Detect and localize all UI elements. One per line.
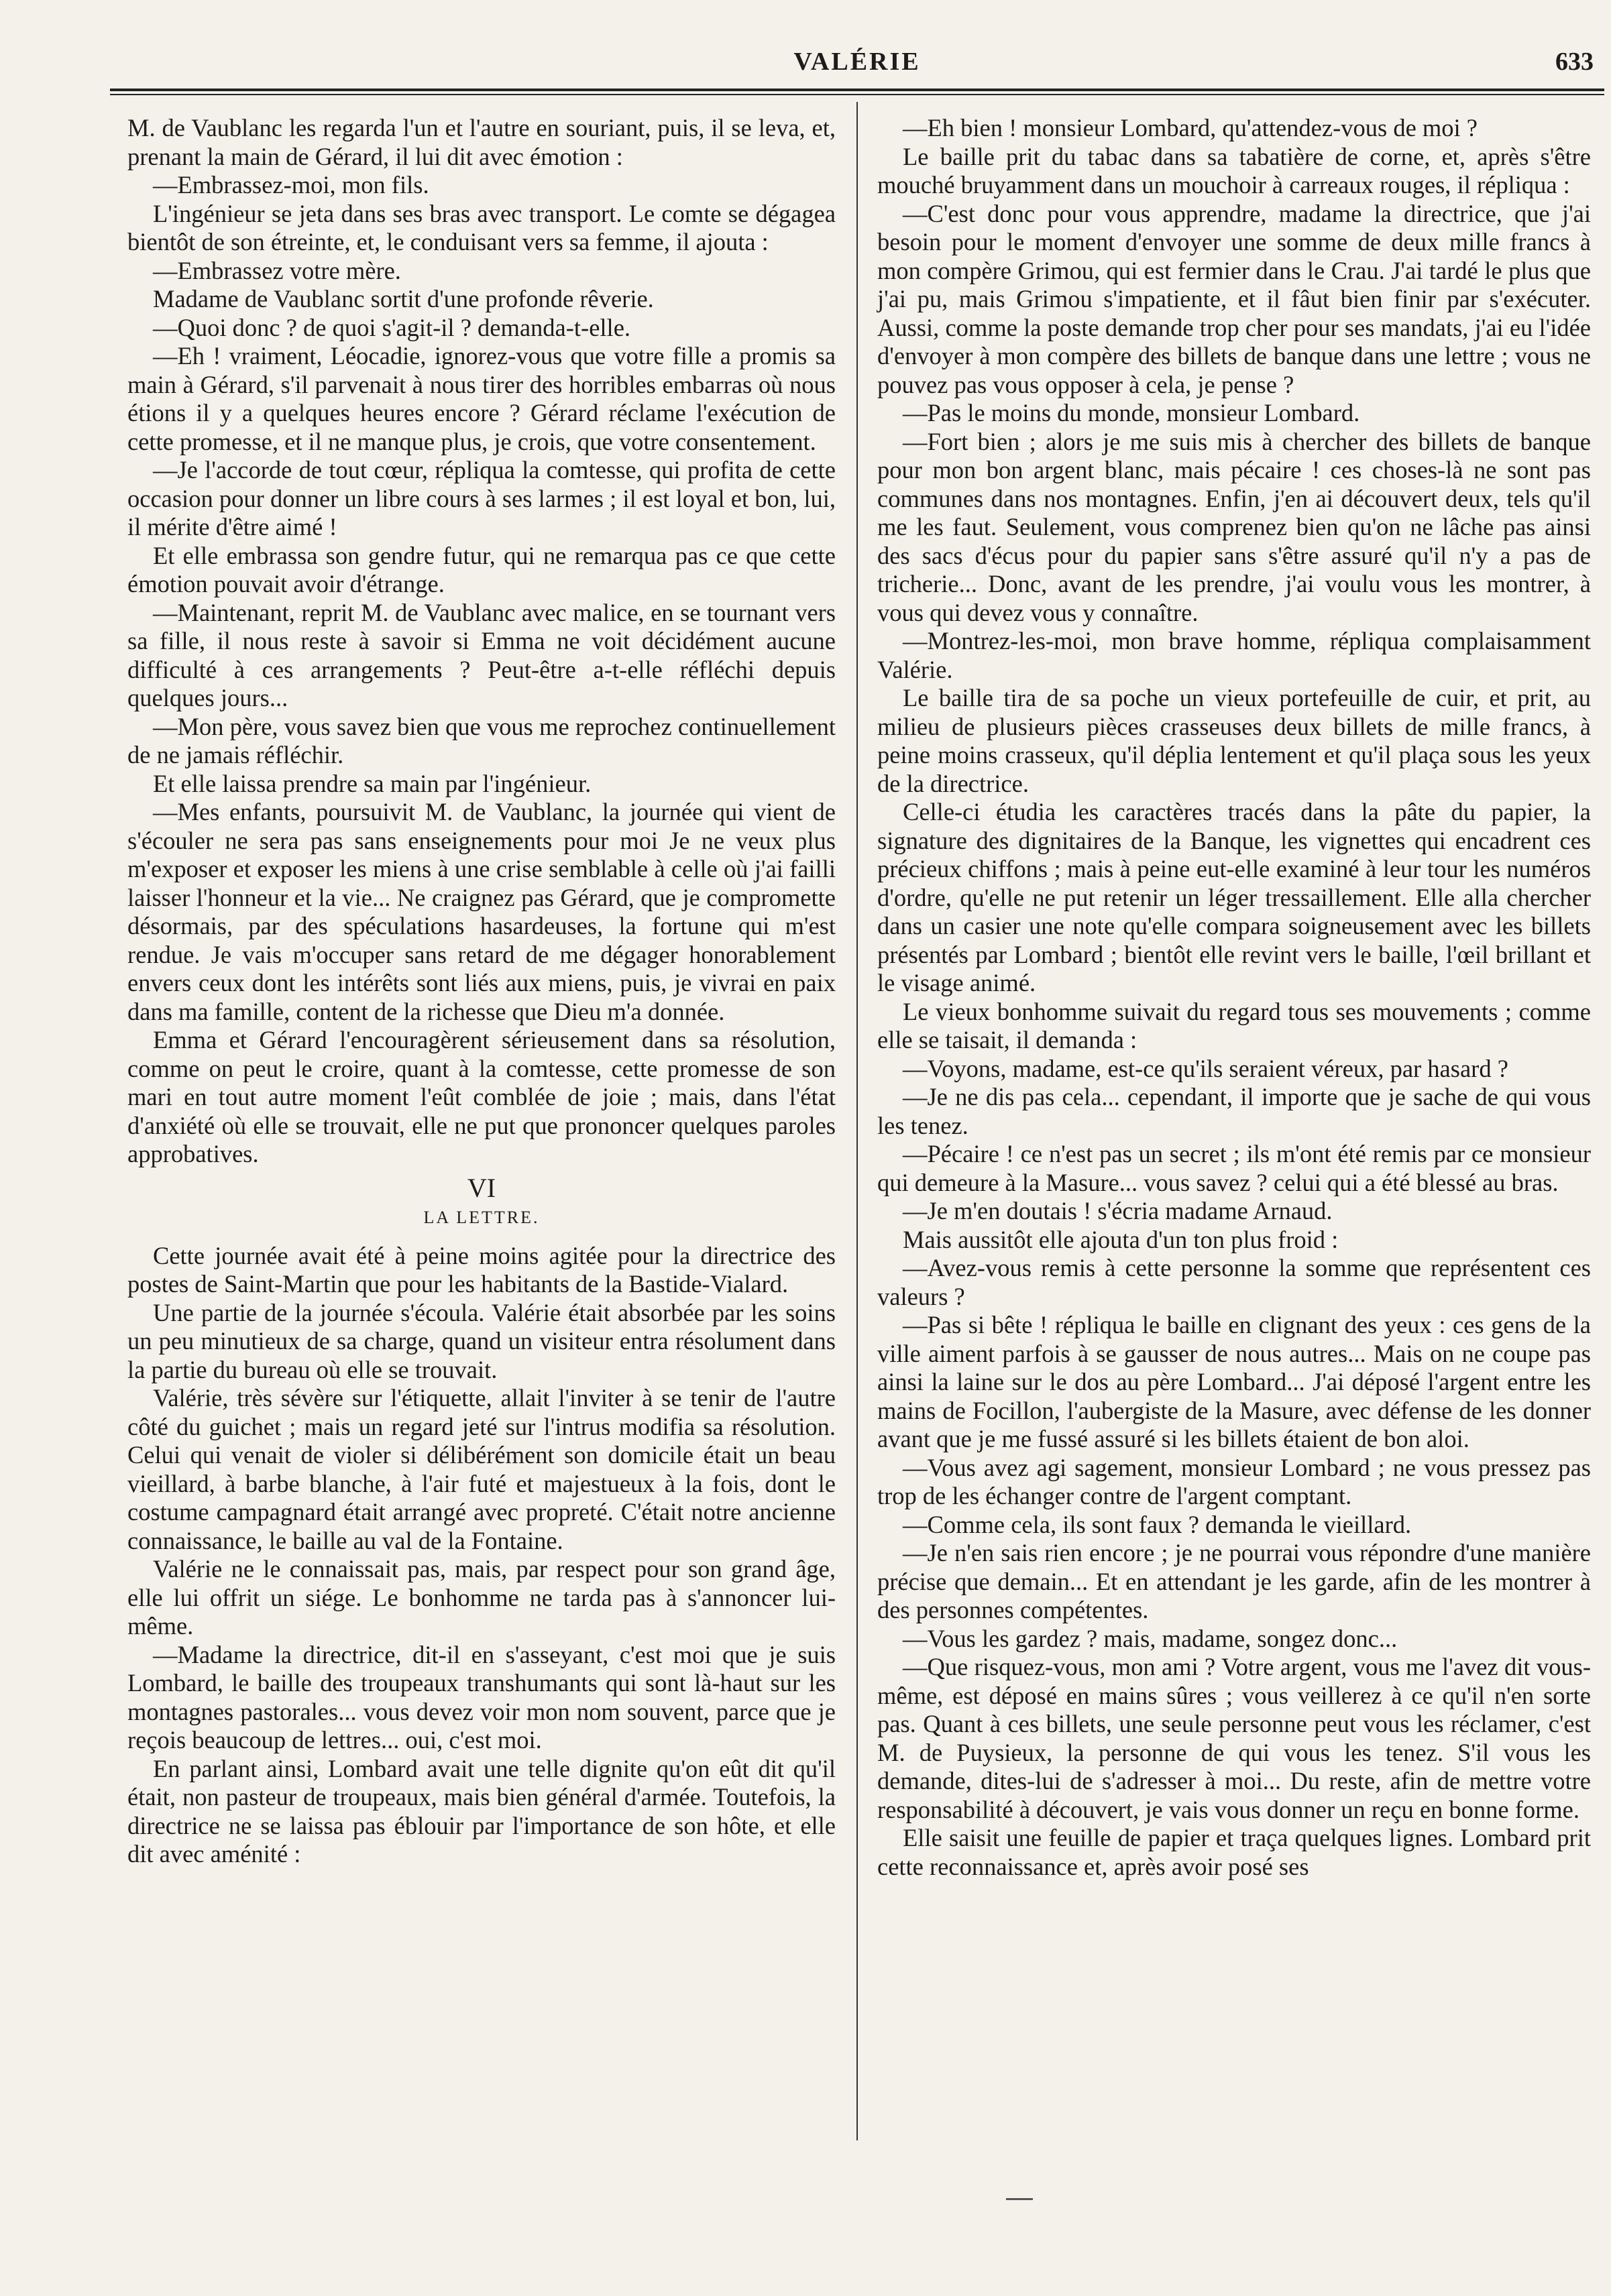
paragraph: Et elle laissa prendre sa main par l'ingénieur.: [153, 769, 592, 797]
paragraph: —Je ne dis pas cela... cependant, il importe que je sache de qui vous les tenez.: [877, 1083, 1591, 1139]
paragraph: —Fort bien ; alors je me suis mis à chercher des billets de banque pour mon bon argent blanc, mais pécaire ! ces choses-là ne sont pas communes dans nos montagnes. Enfin, j'en ai découvert deux, tels qu'il me les faut. Seulement, vous comprenez bien qu'on ne lâche pas ainsi des sacs d'écus pour du papier sans s'être assuré qu'il n'y a pas de tricherie... Donc, avant de les prendre, j'ai voulu vous les montrer, à vous qui devez vous y connaître.: [877, 427, 1591, 626]
paragraph: Le baille tira de sa poche un vieux portefeuille de cuir, et prit, au milieu de plusieurs pièces crasseuses deux billets de mille francs, à peine moins crasseux, qu'il déplia lentement et qu'il plaça sous les yeux de la directrice.: [877, 684, 1591, 797]
paragraph: —Vous avez agi sagement, monsieur Lombard ; ne vous pressez pas trop de les échanger contre de l'argent comptant.: [877, 1453, 1591, 1509]
paragraph: Cette journée avait été à peine moins agitée pour la directrice des postes de Saint-Martin que pour les habitants de la Bastide-Vialard.: [127, 1241, 836, 1298]
paragraph: Elle saisit une feuille de papier et traça quelques lignes. Lombard prit cette reconnaissance et, après avoir posé ses: [877, 1824, 1591, 1880]
paragraph: —Voyons, madame, est-ce qu'ils seraient véreux, par hasard ?: [903, 1054, 1508, 1082]
paragraph: —Mes enfants, poursuivit M. de Vaublanc, la journée qui vient de s'écouler ne sera pas sans enseignements pour moi Je ne veux plus m'exposer et exposer les miens à une crise semblable à celle où j'ai failli laisser l'honneur et la vie... Ne craignez pas Gérard, que je compromette désormais, par des spéculations hasardeuses, la fortune qui m'est rendue. Je vais m'occuper sans retard de me dégager honorablement envers ceux dont les intérêts sont liés aux miens, puis, je vivrai en paix dans ma famille, content de la richesse que Dieu m'a donnée.: [127, 798, 836, 1025]
paragraph: —Avez-vous remis à cette personne la somme que représentent ces valeurs ?: [877, 1254, 1591, 1310]
running-title: VALÉRIE: [793, 48, 921, 76]
section-title: LA LETTRE.: [423, 1208, 540, 1227]
page-number: 633: [1555, 48, 1594, 76]
paragraph: —Je l'accorde de tout cœur, répliqua la comtesse, qui profita de cette occasion pour donner un libre cours à ses larmes ; il est loyal et bon, lui, il mérite d'être aimé !: [127, 456, 836, 540]
paragraph: —Maintenant, reprit M. de Vaublanc avec malice, en se tournant vers sa fille, il nous reste à savoir si Emma ne voit décidément aucune difficulté à ces arrangements ? Peut-être a-t-elle réfléchi depuis quelques jours...: [127, 598, 836, 711]
paragraph: —Pas si bête ! répliqua le baille en clignant des yeux : ces gens de la ville aiment parfois à se gausser de nous autres... Mais on ne coupe pas ainsi la laine sur le dos au père Lombard... J'ai déposé l'argent entre les mains de Focillon, l'aubergiste de la Masure, avec défense de les donner avant que je me fussé assuré si les billets étaient de bon aloi.: [877, 1311, 1591, 1452]
paragraph: En parlant ainsi, Lombard avait une telle dignite qu'on eût dit qu'il était, non pasteur de troupeaux, mais bien général d'armée. Toutefois, la directrice ne se laissa pas éblouir par l'importance de son hôte, et elle dit avec aménité :: [127, 1754, 836, 1868]
right-column: [877, 114, 1591, 1881]
paragraph: —Mon père, vous savez bien que vous me reprochez continuellement de ne jamais réfléchir.: [127, 712, 836, 768]
paragraph: L'ingénieur se jeta dans ses bras avec transport. Le comte se dégagea bientôt de son étreinte, et, le conduisant vers sa femme, il ajouta :: [127, 199, 836, 255]
paragraph: —Pécaire ! ce n'est pas un secret ; ils m'ont été remis par ce monsieur qui demeure à la Masure... vous savez ? celui qui a été blessé au bras.: [877, 1140, 1591, 1196]
paragraph: Le vieux bonhomme suivait du regard tous ses mouvements ; comme elle se taisait, il demanda :: [877, 997, 1591, 1053]
paragraph: —Je n'en sais rien encore ; je ne pourrai vous répondre d'une manière précise que demain... Et en attendant je les garde, afin de les montrer à des personnes compétentes.: [877, 1539, 1591, 1623]
paragraph: —Eh ! vraiment, Léocadie, ignorez-vous que votre fille a promis sa main à Gérard, s'il parvenait à nous tirer des horribles embarras où nous étions il y a quelques heures encore ? Gérard réclame l'exécution de cette promesse, et il ne manque plus, je crois, que votre consentement.: [127, 342, 836, 455]
paragraph: Madame de Vaublanc sortit d'une profonde rêverie.: [153, 285, 654, 312]
header-rule-thin: [110, 94, 1604, 95]
paragraph: —Vous les gardez ? mais, madame, songez donc...: [903, 1624, 1398, 1652]
paragraph: Le baille prit du tabac dans sa tabatière de corne, et, après s'être mouché bruyamment dans un mouchoir à carreaux rouges, il répliqua :: [877, 142, 1591, 198]
left-column: [127, 114, 836, 1869]
page-header: [110, 35, 1604, 89]
paragraph: —Embrassez-moi, mon fils.: [153, 171, 429, 198]
paragraph: —Quoi donc ? de quoi s'agit-il ? demanda-t-elle.: [153, 313, 631, 341]
paragraph: —Montrez-les-moi, mon brave homme, répliqua complaisamment Valérie.: [877, 627, 1591, 683]
footer-dash: [1006, 2198, 1033, 2200]
paragraph: Celle-ci étudia les caractères tracés dans la pâte du papier, la signature des dignitaires de la Banque, les vignettes qui encadrent ces précieux chiffons ; mais à peine eut-elle examiné à leur tour les numéros d'ordre, qu'elle ne put retenir un léger tressaillement. Elle alla chercher dans un casier une note qu'elle compara soigneusement avec les billets présentés par Lombard ; bientôt elle revint vers le baille, l'œil brillant et le visage animé.: [877, 798, 1591, 996]
paragraph: —Que risquez-vous, mon ami ? Votre argent, vous me l'avez dit vous-même, est déposé en mains sûres ; vous veillerez à ce qu'il n'en sorte pas. Quant à ces billets, une seule personne peut vous les réclamer, c'est M. de Puysieux, la personne de qui vous les tenez. S'il vous les demande, dites-lui de s'adresser à moi... Du reste, afin de mettre votre responsabilité à découvert, je vais vous donner un reçu en bonne forme.: [877, 1653, 1591, 1823]
paragraph: —Eh bien ! monsieur Lombard, qu'attendez-vous de moi ?: [903, 114, 1478, 141]
paragraph: Emma et Gérard l'encouragèrent sérieusement dans sa résolution, comme on peut le croire, quant à la comtesse, cette promesse de son mari en tout autre moment l'eût comblée de joie ; mais, dans l'état d'anxiété où elle se trouvait, elle ne put que prononcer quelques paroles approbatives.: [127, 1026, 836, 1167]
paragraph: Et elle embrassa son gendre futur, qui ne remarqua pas ce que cette émotion pouvait avoir d'étrange.: [127, 541, 836, 597]
header-rule-thick: [110, 89, 1604, 91]
paragraph: —Je m'en doutais ! s'écria madame Arnaud.: [903, 1197, 1333, 1224]
paragraph: —C'est donc pour vous apprendre, madame la directrice, que j'ai besoin pour le moment d'envoyer une somme de deux mille francs à mon compère Grimou, qui est fermier dans le Crau. J'ai tardé le plus que j'ai pu, mais Grimou s'impatiente, et il fâut bien finir par s'exécuter. Aussi, comme la poste demande trop cher pour ses mandats, j'ai eu l'idée d'envoyer à mon compère des billets de banque dans une lettre ; vous ne pouvez pas vous opposer à cela, je pense ?: [877, 199, 1591, 398]
paragraph: —Comme cela, ils sont faux ? demanda le vieillard.: [903, 1510, 1412, 1538]
paragraph: Valérie ne le connaissait pas, mais, par respect pour son grand âge, elle lui offrit un siége. Le bonhomme ne tarda pas à s'annoncer lui-même.: [127, 1555, 836, 1640]
paragraph: Une partie de la journée s'écoula. Valérie était absorbée par les soins un peu minutieux de sa charge, quand un visiteur entra résolument dans la partie du bureau où elle se trouvait.: [127, 1298, 836, 1383]
paragraph: Valérie, très sévère sur l'étiquette, allait l'inviter à se tenir de l'autre côté du guichet ; mais un regard jeté sur l'intrus modifia sa résolution. Celui qui venait de violer si délibérément son domicile était un beau vieillard, à barbe blanche, à l'air futé et majestueux à la fois, dont le costume campagnard était arrangé avec propreté. C'était notre ancienne connaissance, le baille au val de la Fontaine.: [127, 1384, 836, 1554]
section-number: VI: [467, 1172, 496, 1203]
column-divider: [856, 102, 858, 2140]
paragraph: —Pas le moins du monde, monsieur Lombard.: [903, 399, 1360, 426]
paragraph: M. de Vaublanc les regarda l'un et l'autre en souriant, puis, il se leva, et, prenant la main de Gérard, il lui dit avec émotion :: [127, 114, 836, 170]
paragraph: —Embrassez votre mère.: [153, 256, 401, 284]
paragraph: —Madame la directrice, dit-il en s'asseyant, c'est moi que je suis Lombard, le baille des troupeaux transhumants qui sont là-haut sur les montagnes pastorales... vous devez voir mon nom souvent, parce que je reçois beaucoup de lettres... oui, c'est moi.: [127, 1640, 836, 1754]
paragraph: Mais aussitôt elle ajouta d'un ton plus froid :: [903, 1225, 1339, 1253]
